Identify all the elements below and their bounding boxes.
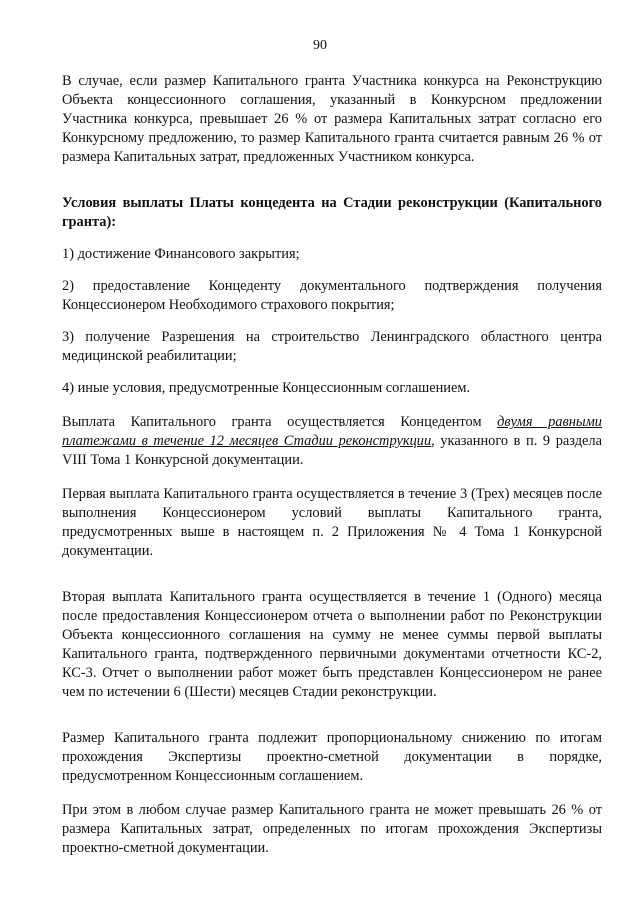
payment-text-end: , указанного в п. 9 раздела VIII Тома 1 Конкурсной документации.: [62, 433, 602, 468]
paragraph-second-payment: Вторая выплата Капитального гранта осуществляется в течение 1 (Одного) месяца после предоставления Концессионером отчета о выполнении работ по Реконструкции Объекта концессионного соглашения на сумму не менее суммы первой выплаты Капитального гранта, подтвержденного первичными документами отчетности КС-2, КС-3. Отчет о выполнении работ может быть представлен Концессионером не ранее чем по истечении 6 (Шести) месяцев Стадии реконструкции.: [62, 589, 602, 700]
paragraph-grant-limit: В случае, если размер Капитального гранта Участника конкурса на Реконструкцию Объекта концессионного соглашения, указанный в Конкурсном предложении Участника конкурса, превышает 26 % от размера Капитальных затрат согласно его Конкурсному предложению, то размер Капитального гранта считается равным 26 % от размера Капитальных затрат, предложенных Участником конкурса.: [62, 73, 602, 165]
payment-text-start: Выплата Капитального гранта осуществляется Концедентом: [62, 414, 498, 430]
condition-item-2: 2) предоставление Концеденту документального подтверждения получения Концессионером Необходимого страхового покрытия;: [62, 278, 602, 313]
paragraph-first-payment: Первая выплата Капитального гранта осуществляется в течение 3 (Трех) месяцев после выполнения Концессионером условий выплаты Капитального гранта, предусмотренных выше в настоящем п. 2 Приложения № 4 Тома 1 Конкурсной документации.: [62, 486, 602, 559]
payment-text-emphasis: двумя равными платежами в течение 12 месяцев Стадии реконструкции: [62, 414, 602, 449]
condition-item-4: 4) иные условия, предусмотренные Концессионным соглашением.: [62, 380, 471, 396]
condition-item-1: 1) достижение Финансового закрытия;: [62, 246, 300, 262]
condition-item-3: 3) получение Разрешения на строительство Ленинградского областного центра медицинской реабилитации;: [62, 329, 602, 364]
section-heading: Условия выплаты Платы концедента на Стадии реконструкции (Капитального гранта):: [62, 195, 602, 230]
paragraph-grant-reduction: Размер Капитального гранта подлежит пропорциональному снижению по итогам прохождения Экспертизы проектно-сметной документации в порядке, предусмотренном Концессионным соглашением.: [62, 730, 602, 784]
page-number: 90: [313, 38, 327, 53]
document-body: [62, 72, 602, 873]
paragraph-payment-schedule: [62, 413, 602, 470]
paragraph-grant-cap: При этом в любом случае размер Капитального гранта не может превышать 26 % от размера Капитальных затрат, определенных по итогам прохождения Экспертизы проектно-сметной документации.: [62, 802, 602, 856]
